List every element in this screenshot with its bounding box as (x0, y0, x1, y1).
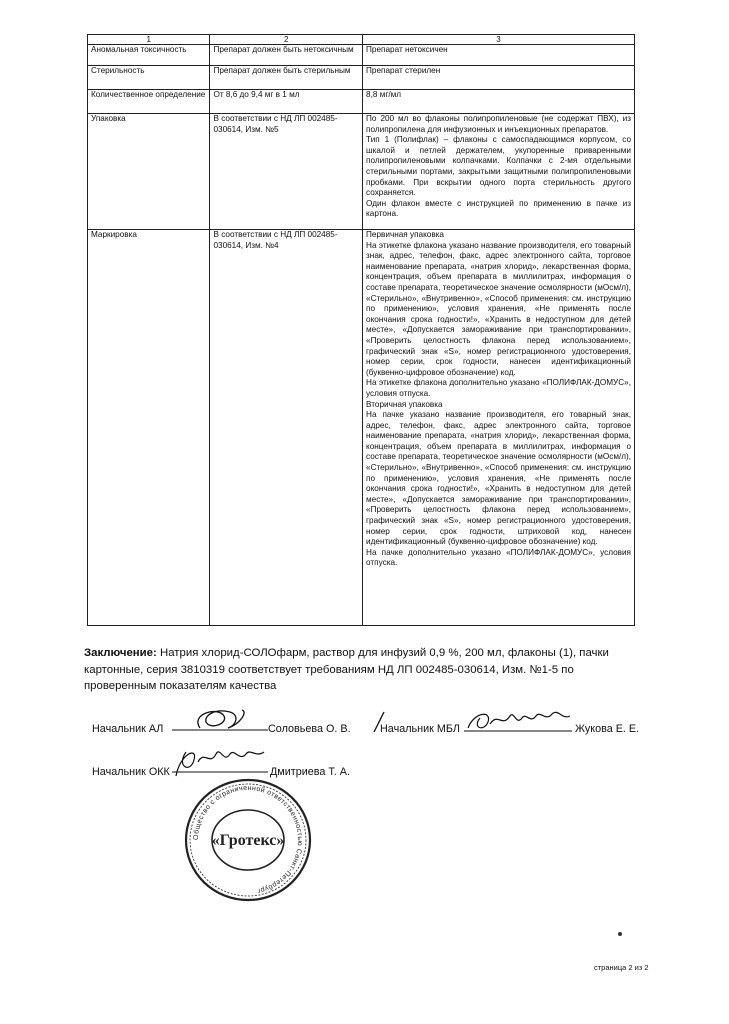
conclusion (84, 645, 644, 695)
al-name: Соловьева О. В. (268, 723, 351, 735)
labeling-subheading: Вторичная упаковка (366, 399, 443, 409)
column-number-3: 3 (363, 35, 635, 45)
requirement-cell: Препарат должен быть нетоксичным (210, 45, 363, 66)
stamp-ring-text: Общество с ограниченной ответственностью Санкт-Петербург (192, 784, 304, 895)
stamp-center-text: «Гротекс» (211, 832, 285, 849)
column-number-2: 2 (210, 35, 363, 45)
al-signature-icon (170, 704, 270, 736)
scan-dot (618, 932, 622, 936)
spec-table (87, 34, 635, 626)
requirement-cell: От 8,6 до 9,4 мг в 1 мл (210, 90, 363, 114)
result-text: 8,8 мг/мл (366, 90, 401, 99)
mbl-signature-icon (462, 706, 574, 736)
table-row (88, 114, 635, 230)
mbl-title: Начальник МБЛ (380, 723, 461, 735)
param-cell: Аномальная токсичность (88, 45, 210, 66)
conclusion-label: Заключение: (84, 647, 157, 659)
company-stamp-icon (182, 776, 314, 904)
labeling-text: На этикетке флакона указано название производителя, его товарный знак, адрес, телефон, факс, адрес электронного сайта, торговое наименование препарата, «натрия хлорид», лекарственная форма, концентрация, объем препарата в миллилитрах, информация о составе препарата, теоретическое значение осмолярности (мОсм/л), «Стерильно», «Внутривенно», «Способ применения: см. инструкцию по применению», условия хранения, «Не применять после окончания срока годности!», «Хранить в недоступном для детей месте», «Допускается замораживание при транспортировании», «Проверить целостность флакона перед использованием», графический знак «S», номер регистрационного удостоверения, номер серии, срок годности, нанесен идентификационный (буквенно-цифровое обозначение) код. (366, 240, 631, 377)
param-cell: Маркировка (88, 230, 210, 626)
okk-signature-icon (170, 740, 270, 778)
mbl-name: Жукова Е. Е. (575, 723, 640, 735)
labeling-text: На этикетке флакона дополнительно указано «ПОЛИФЛАК-ДОМУС», условия отпуска. (366, 378, 631, 398)
result-cell (363, 114, 635, 230)
okk-name: Дмитриева Т. А. (270, 766, 350, 778)
table-row (88, 45, 635, 66)
requirement-cell: Препарат должен быть стерильным (210, 66, 363, 90)
table-row (88, 66, 635, 90)
packaging-text: По 200 мл во флаконы полипропиленовые (не содержат ПВХ), из полипропилена для инфузионных и инъекционных препаратов. (366, 114, 631, 134)
al-title: Начальник АЛ (92, 723, 164, 735)
packaging-text: Тип 1 (Полифлак) – флаконы с самоспадающимся корпусом, со шкалой и петлей держателем, укупоренные приваренными полипропиленовыми колпачками. Колпачки с 2-мя отдельными стерильными портами, закрытыми защитными полипропиленовыми пробками. При вскрытии одного порта стерильность другого сохраняется. (366, 135, 631, 198)
labeling-subheading: Первичная упаковка (366, 230, 444, 239)
table-row (88, 90, 635, 114)
table-header-row (88, 35, 635, 45)
result-cell (363, 230, 635, 626)
param-cell: Упаковка (88, 114, 210, 230)
labeling-text: На пачке указано название производителя, его товарный знак, адрес, телефон, факс, адрес электронного сайта, торговое наименование препарата, «натрия хлорид», лекарственная форма, концентрация, объем препарата в миллилитрах, информация о составе препарата, теоретическое значение осмолярности (мОсм/л), «Стерильно», «Внутривенно», «Способ применения: см. инструкцию по применению», условия хранения, «Не применять после окончания срока годности!», «Хранить в недоступном для детей месте», «Допускается замораживание при транспортировании», «Проверить целостность флакона перед использованием», графический знак «S», номер регистрационного удостоверения, номер серии, срок годности, штриховой код, нанесен идентификационный (буквенно-цифровое обозначение) код. (366, 410, 631, 547)
table-row (88, 230, 635, 626)
result-cell (363, 90, 635, 114)
page-number: страница 2 из 2 (594, 963, 649, 972)
packaging-text: Один флакон вместе с инструкцией по применению в пачке из картона. (366, 198, 631, 219)
result-text: Препарат стерилен (366, 66, 441, 75)
result-text: Препарат нетоксичен (366, 45, 448, 54)
param-cell: Стерильность (88, 66, 210, 90)
param-cell: Количественное определение (88, 90, 210, 114)
okk-title: Начальник ОКК (92, 766, 170, 778)
result-cell (363, 45, 635, 66)
column-number-1: 1 (88, 35, 210, 45)
requirement-cell: В соответствии с НД ЛП 002485-030614, Изм. №5 (210, 114, 363, 230)
conclusion-text: Натрия хлорид-СОЛОфарм, раствор для инфузий 0,9 %, 200 мл, флаконы (1), пачки картонные, серия 3810319 соответствует требованиям НД ЛП 002485-030614, Изм. №1-5 по проверенным показателям качества (84, 647, 609, 692)
result-cell (363, 66, 635, 90)
requirement-cell: В соответствии с НД ЛП 002485-030614, Изм. №4 (210, 230, 363, 626)
labeling-text: На пачке дополнительно указано «ПОЛИФЛАК-ДОМУС», условия отпуска. (366, 547, 631, 568)
